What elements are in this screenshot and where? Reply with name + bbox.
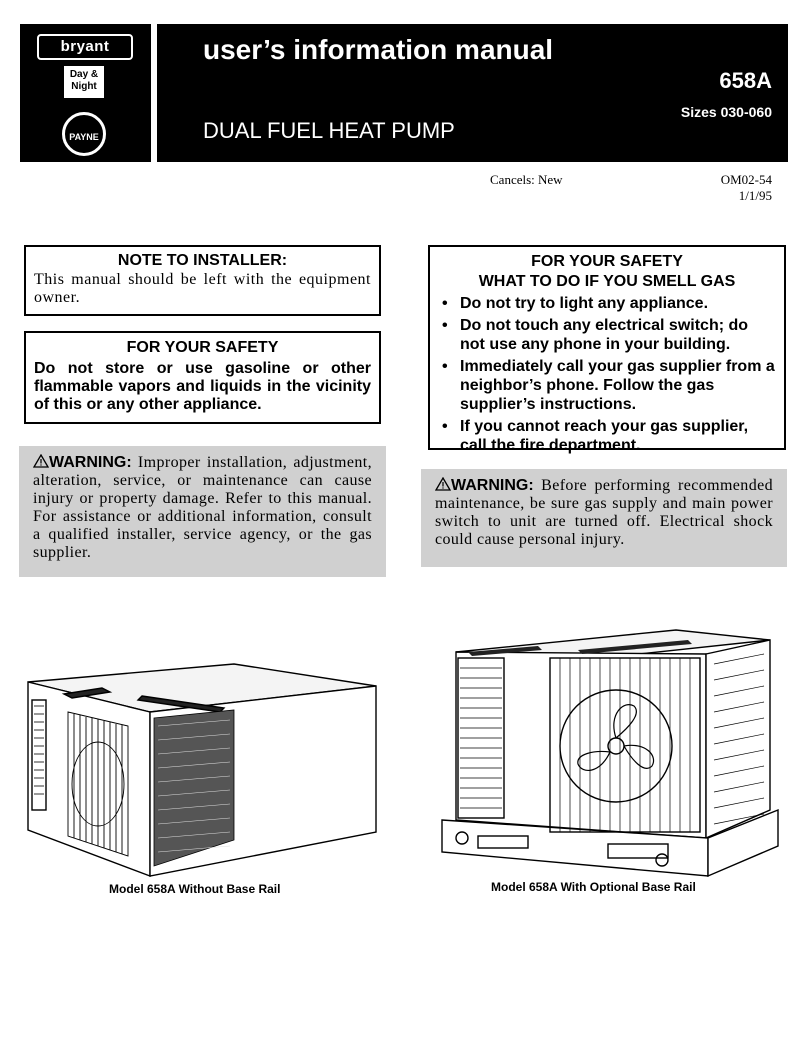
safety-gas-list xyxy=(438,294,776,455)
header-bar xyxy=(157,24,788,162)
safety-storage-title: FOR YOUR SAFETY xyxy=(126,339,279,356)
warning-label: WARNING: xyxy=(49,454,132,471)
warning-maintenance-text: Before performing recommended maintenance, be sure gas supply and main power switch to unit are turned off. Electrical shock could cause personal injury. xyxy=(435,477,773,548)
list-item: • Do not try to light any appliance. xyxy=(438,294,776,313)
safety-gas-subtitle: WHAT TO DO IF YOU SMELL GAS xyxy=(478,273,736,290)
warning-installation-box xyxy=(19,446,386,577)
list-item: • Immediately call your gas supplier from a neighbor’s phone. Follow the gas supplier’s instructions. xyxy=(438,357,776,414)
doc-number: OM02-54 xyxy=(720,172,772,187)
warning-maintenance-box xyxy=(421,469,787,567)
payne-logo xyxy=(62,112,106,156)
safety-gas-box xyxy=(428,245,786,454)
note-to-installer-title: NOTE TO INSTALLER: xyxy=(117,252,288,269)
warning-triangle-icon xyxy=(435,477,451,491)
doc-date: 1/1/95 xyxy=(738,188,772,203)
product-subtitle: DUAL FUEL HEAT PUMP xyxy=(203,118,455,143)
unit-without-base-rail-illustration xyxy=(24,660,380,880)
day-night-logo xyxy=(64,66,104,98)
safety-storage-text: Do not store or use gasoline or other flammable vapors and liquids in the vicinity of this or any other appliance. xyxy=(34,360,371,413)
warning-triangle-icon xyxy=(33,454,49,468)
safety-gas-title: FOR YOUR SAFETY xyxy=(531,253,683,270)
note-to-installer-box xyxy=(24,245,381,316)
note-to-installer-text: This manual should be left with the equipment owner. xyxy=(34,271,371,306)
cancels-note: Cancels: New xyxy=(490,172,563,187)
brand-logos xyxy=(20,24,151,162)
warning-label: WARNING: xyxy=(451,477,534,494)
unit-with-base-rail-illustration xyxy=(438,624,786,880)
model-sizes: Sizes 030-060 xyxy=(680,104,772,120)
warning-installation-text: Improper installation, adjustment, alteration, service, or maintenance can cause injury or property damage. Refer to this manual. For assistance or additional information, consult a qualified installer, service agency, or the gas supplier. xyxy=(33,454,372,561)
list-item: • If you cannot reach your gas supplier, call the fire department. xyxy=(438,417,776,455)
figure-caption-left: Model 658A Without Base Rail xyxy=(109,882,281,896)
model-number: 658A xyxy=(719,68,772,93)
list-item: • Do not touch any electrical switch; do not use any phone in your building. xyxy=(438,316,776,354)
figure-caption-right: Model 658A With Optional Base Rail xyxy=(491,880,696,894)
bryant-logo: bryant xyxy=(37,34,133,60)
day-night-logo-text: Day & Night xyxy=(69,69,99,92)
safety-storage-box xyxy=(24,331,381,424)
payne-logo-text: PAYNE xyxy=(69,132,99,142)
manual-title: user’s information manual xyxy=(203,34,554,65)
